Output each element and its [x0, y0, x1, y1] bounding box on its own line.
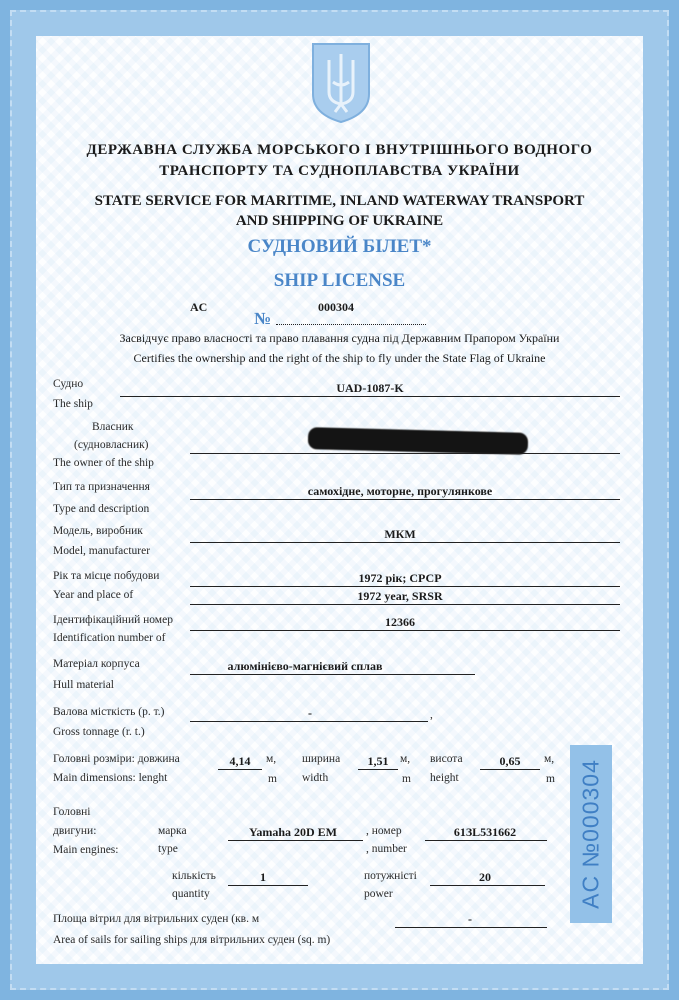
- tonnage-label-ua: Валова місткість (р. т.): [53, 706, 165, 718]
- length-value: 4,14: [229, 754, 251, 768]
- qty-value: 1: [260, 870, 266, 884]
- width-value: 1,51: [367, 754, 389, 768]
- type-value: самохідне, моторне, прогулянкове: [307, 484, 493, 498]
- height-unit-ua: м,: [544, 753, 555, 765]
- qty-label-ua: кількість: [172, 870, 216, 882]
- hull-line: [190, 674, 475, 675]
- enum-value: 61ЗL531662: [453, 825, 517, 839]
- id-label-ua: Ідентифікаційний номер: [53, 614, 173, 626]
- owner-label-ua1: Власник: [92, 421, 134, 433]
- tonnage-line: [190, 721, 428, 722]
- qty-line: [228, 885, 308, 886]
- width-label-ua: ширина: [302, 753, 341, 765]
- sails-label-en: Area of sails for sailing ships для вітрильних суден (sq. m): [53, 934, 331, 946]
- serial-stamp-text: AC №000304: [577, 759, 604, 909]
- model-label-ua: Модель, виробник: [53, 525, 143, 537]
- sails-label-ua: Площа вітрил для вітрильних суден (кв. м: [53, 913, 260, 925]
- engines-label-ua2: двигуни:: [53, 825, 97, 837]
- title-ua-line2: ТРАНСПОРТУ ТА СУДНОПЛАВСТВА УКРАЇНИ: [159, 163, 520, 179]
- year-value-en: 1972 year, SRSR: [357, 589, 443, 603]
- height-value: 0,65: [499, 754, 521, 768]
- certifies-ua: Засвідчує право власності та право плавання судна під Державним Прапором України: [119, 331, 560, 345]
- height-unit-en: m: [546, 773, 555, 785]
- qty-label-en: quantity: [172, 888, 210, 900]
- number-sign: №: [254, 309, 272, 328]
- license-number: 000304: [318, 300, 354, 314]
- width-unit-en: m: [402, 773, 411, 785]
- number-underline: [276, 324, 426, 325]
- brand-label-en: type: [158, 843, 178, 855]
- hull-label-en: Hull material: [53, 679, 114, 691]
- owner-label-en: The owner of the ship: [53, 457, 154, 469]
- tonnage-comma: ,: [430, 709, 433, 721]
- engines-label-ua1: Головні: [53, 806, 91, 818]
- power-value: 20: [479, 870, 491, 884]
- doc-title-en: SHIP LICENSE: [273, 270, 406, 291]
- length-line: [218, 769, 262, 770]
- hull-value: алюмінієво-магнієвий сплав: [227, 659, 383, 673]
- model-label-en: Model, manufacturer: [53, 545, 151, 557]
- owner-line: [190, 453, 620, 454]
- title-en-line2: AND SHIPPING OF UKRAINE: [235, 213, 444, 229]
- id-label-en: Identification number of: [53, 632, 166, 644]
- id-line: [190, 630, 620, 631]
- brand-value: Yamaha 20D EM: [248, 825, 337, 839]
- enum-line: [425, 840, 547, 841]
- coat-of-arms-icon: [311, 42, 371, 124]
- sails-line: [395, 927, 547, 928]
- tonnage-value: -: [308, 706, 312, 720]
- length-unit-ua: м,: [266, 753, 277, 765]
- id-value: 12366: [385, 615, 415, 629]
- year-label-ua: Рік та місце побудови: [53, 570, 160, 582]
- ship-label-en: The ship: [53, 398, 93, 410]
- hull-label-ua: Матеріал корпуса: [53, 658, 140, 670]
- height-line: [480, 769, 540, 770]
- owner-label-ua2: (судновласник): [74, 439, 149, 451]
- certifies-en: Certifies the ownership and the right of the ship to fly under the State Flag of Ukraine: [133, 351, 546, 365]
- dims-label-ua: Головні розміри: довжина: [53, 753, 180, 765]
- ship-value: UAD-1087-K: [336, 381, 404, 395]
- width-unit-ua: м,: [400, 753, 411, 765]
- length-unit-en: m: [268, 773, 277, 785]
- type-label-ua: Тип та призначення: [53, 481, 150, 493]
- width-label-en: width: [302, 772, 329, 784]
- height-label-ua: висота: [430, 753, 463, 765]
- ship-label-ua: Судно: [53, 378, 84, 390]
- type-label-en: Type and description: [53, 503, 150, 515]
- series-label: AC: [190, 300, 208, 314]
- engines-label-en: Main engines:: [53, 844, 119, 856]
- model-value: МКМ: [384, 527, 416, 541]
- model-line: [190, 542, 620, 543]
- dims-label-en: Main dimensions: lenght: [53, 772, 168, 784]
- enum-label-en: , number: [366, 843, 407, 855]
- year-line-en: [190, 604, 620, 605]
- title-en-line1: STATE SERVICE FOR MARITIME, INLAND WATERWAY TRANSPORT: [94, 193, 585, 209]
- year-line-ua: [190, 586, 620, 587]
- enum-label-ua: , номер: [366, 825, 402, 837]
- power-line: [430, 885, 545, 886]
- tonnage-label-en: Gross tonnage (r. t.): [53, 726, 145, 738]
- type-line: [190, 499, 620, 500]
- brand-line: [228, 840, 363, 841]
- title-ua-line1: ДЕРЖАВНА СЛУЖБА МОРСЬКОГО І ВНУТРІШНЬОГО ВОДНОГО: [86, 142, 593, 158]
- ship-line: [120, 396, 620, 397]
- power-label-ua: потужністі: [364, 870, 417, 882]
- sails-value: -: [468, 912, 472, 926]
- width-line: [358, 769, 398, 770]
- height-label-en: height: [430, 772, 459, 784]
- doc-title-ua: СУДНОВИЙ БІЛЕТ*: [247, 236, 432, 257]
- brand-label-ua: марка: [158, 825, 187, 837]
- year-label-en: Year and place of: [53, 589, 134, 601]
- power-label-en: power: [364, 888, 393, 900]
- year-value-ua: 1972 рік; СРСР: [358, 571, 442, 585]
